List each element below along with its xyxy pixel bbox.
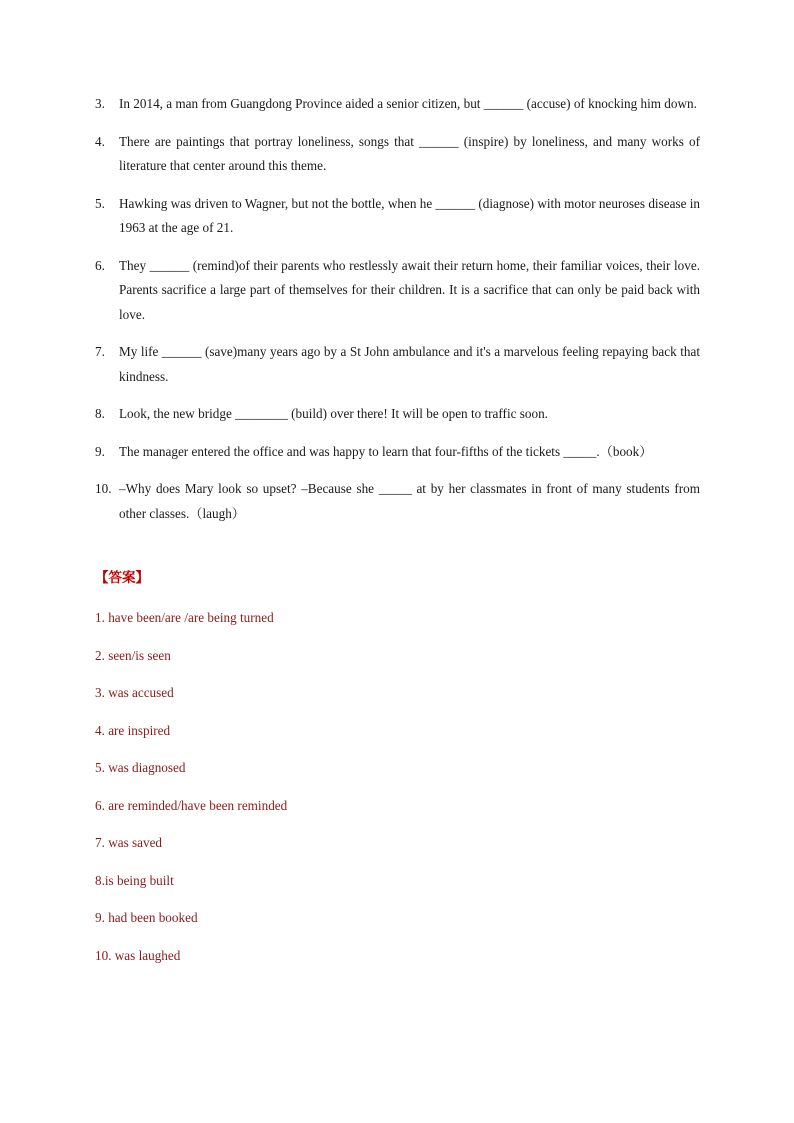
question-number: 9.	[95, 443, 105, 459]
answer-list	[95, 606, 495, 981]
question-text: Look, the new bridge ________ (build) over there! It will be open to traffic soon.	[119, 406, 548, 421]
question-item	[95, 130, 700, 179]
question-number: 5.	[95, 195, 105, 211]
question-text: Hawking was driven to Wagner, but not the bottle, when he ______ (diagnose) with motor neuroses disease in 1963 at the age of 21.	[119, 195, 700, 235]
question-item	[95, 402, 700, 427]
answer-item: 2. seen/is seen	[95, 647, 171, 663]
answer-item: 3. was accused	[95, 685, 174, 700]
question-text: –Why does Mary look so upset? –Because she _____ at by her classmates in front of many students from other classes.（laugh）	[119, 481, 700, 521]
answer-item: 6. are reminded/have been reminded	[95, 797, 288, 813]
answer-item: 8.is being built	[95, 872, 174, 888]
answer-item: 10. was laughed	[95, 947, 181, 963]
question-item	[95, 477, 700, 526]
question-text: In 2014, a man from Guangdong Province aided a senior citizen, but ______ (accuse) of knocking him down.	[119, 96, 697, 111]
question-number: 3.	[95, 96, 105, 111]
answer-heading: 【答案】	[95, 570, 149, 586]
question-text: My life ______ (save)many years ago by a St John ambulance and it's a marvelous feeling repaying back that kindness.	[119, 344, 700, 384]
question-item	[95, 440, 700, 465]
answer-item: 4. are inspired	[95, 722, 171, 738]
answer-item: 5. was diagnosed	[95, 760, 186, 775]
question-number: 10.	[95, 481, 112, 496]
question-number: 4.	[95, 133, 105, 149]
answer-item: 7. was saved	[95, 835, 163, 850]
question-number: 8.	[95, 406, 105, 421]
question-list	[95, 92, 700, 539]
question-number: 7.	[95, 344, 105, 359]
question-number: 6.	[95, 257, 105, 273]
question-item	[95, 192, 700, 241]
answer-item: 1. have been/are /are being turned	[95, 610, 274, 625]
question-item	[95, 340, 700, 389]
question-item	[95, 92, 700, 117]
question-item	[95, 254, 700, 328]
question-text: There are paintings that portray loneliness, songs that ______ (inspire) by loneliness, and many works of literature that center around this theme.	[119, 133, 700, 173]
question-text: The manager entered the office and was happy to learn that four-fifths of the tickets _____.（book）	[119, 443, 653, 459]
answer-item: 9. had been booked	[95, 910, 198, 925]
question-text: They ______ (remind)of their parents who restlessly await their return home, their familiar voices, their love. Parents sacrifice a large part of themselves for their children. It is a sacrifice that can only be paid back with love.	[119, 257, 700, 322]
